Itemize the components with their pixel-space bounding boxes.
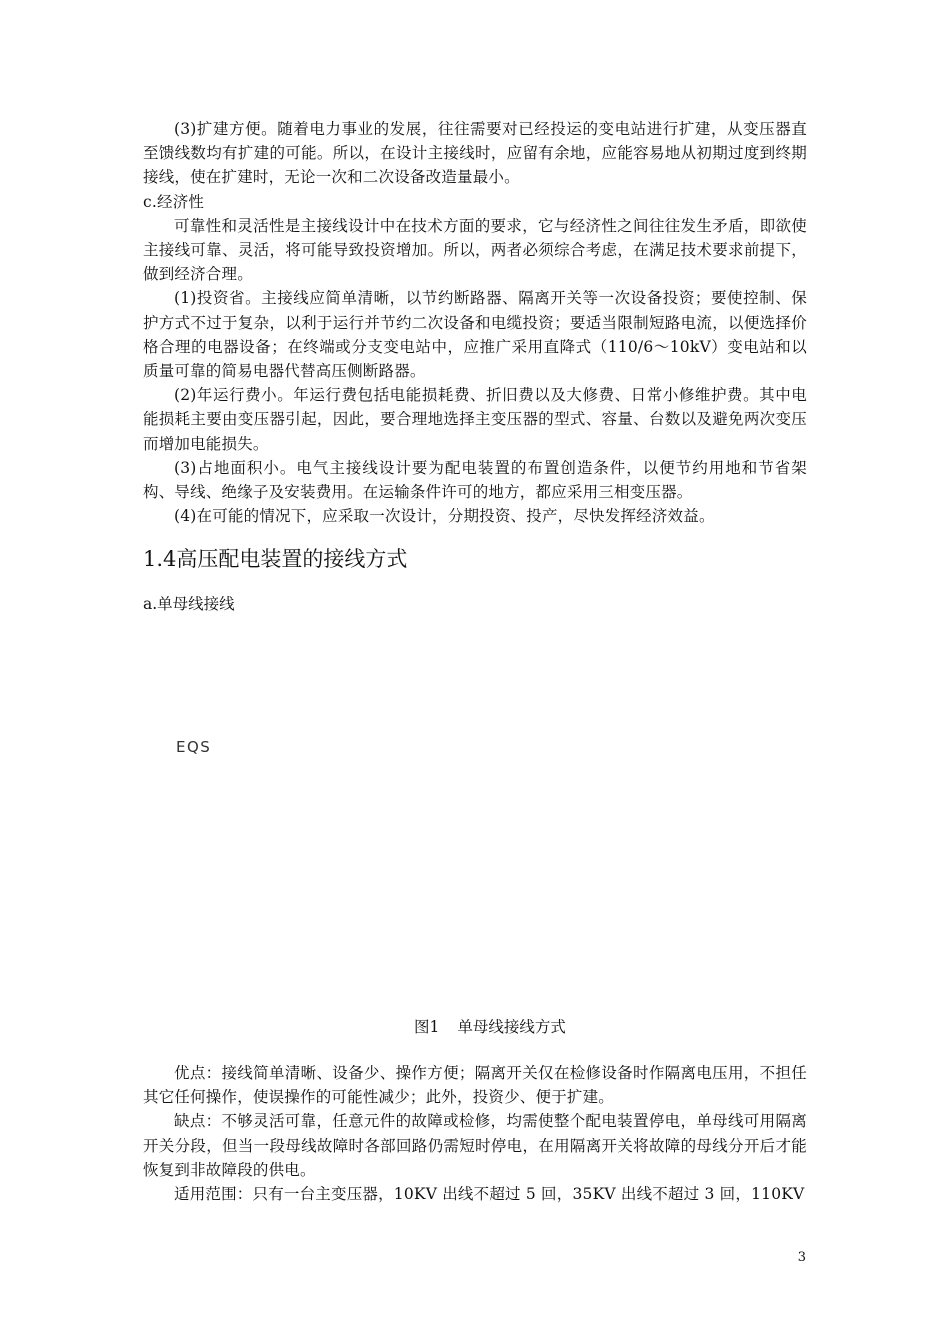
figure-placeholder xyxy=(143,620,807,1010)
figure-eqs-label: EQS xyxy=(176,738,212,756)
paragraph-advantages: 优点：接线简单清晰、设备少、操作方便；隔离开关仅在检修设备时作隔离电压用，不担任其它任何操作，使误操作的可能性减少；此外，投资少、便于扩建。 xyxy=(143,1064,807,1107)
figure-caption xyxy=(0,1015,950,1039)
paragraph-disadvantages: 缺点：不够灵活可靠，任意元件的故障或检修，均需使整个配电装置停电，单母线可用隔离开关分段，但当一段母线故障时各部回路仍需短时停电，在用隔离开关将故障的母线分开后才能恢复到非故障段的供电。 xyxy=(143,1112,807,1179)
paragraph-expansion: (3)扩建方便。随着电力事业的发展，往往需要对已经投运的变电站进行扩建，从变压器直至馈线数均有扩建的可能。所以，在设计主接线时，应留有余地，应能容易地从初期过度到终期接线，使在扩建时，无论一次和二次设备改造量最小。 xyxy=(143,120,807,187)
figure-caption-number: 图1 xyxy=(414,1018,440,1036)
page-number: 3 xyxy=(797,1250,806,1265)
figure-caption-title: 单母线接线方式 xyxy=(457,1018,566,1036)
paragraph-land-area: (3)占地面积小。电气主接线设计要为配电装置的布置创造条件，以便节约用地和节省架构、导线、绝缘子及安装费用。在运输条件许可的地方，都应采用三相变压器。 xyxy=(143,458,807,502)
paragraph-applicable-range: 适用范围：只有一台主变压器，10KV 出线不超过 5 回，35KV 出线不超过 3 回，110KV xyxy=(174,1185,805,1204)
paragraph-economy-intro: 可靠性和灵活性是主接线设计中在技术方面的要求，它与经济性之间往往发生矛盾，即欲使主接线可靠、灵活，将可能导致投资增加。所以，两者必须综合考虑，在满足技术要求前提下，做到经济合理。 xyxy=(143,216,807,284)
upper-text-block xyxy=(143,117,807,528)
section-heading: 1.4高压配电装置的接线方式 xyxy=(143,547,408,571)
subheading-economy: c.经济性 xyxy=(143,192,205,211)
paragraph-operating-cost: (2)年运行费小。年运行费包括电能损耗费、折旧费以及大修费、日常小修维护费。其中电能损耗主要由变压器引起，因此，要合理地选择主变压器的型式、容量、台数以及避免两次变压而增加电能损失。 xyxy=(143,386,807,453)
lower-text-block xyxy=(143,1061,807,1206)
paragraph-investment: (1)投资省。主接线应简单清晰，以节约断路器、隔离开关等一次设备投资；要使控制、保护方式不过于复杂，以利于运行并节约二次设备和电缆投资；要适当限制短路电流，以便选择价格合理的电器设备；在终端或分支变电站中，应推广采用直降式（110/6～10kV）变电站和以质量可靠的简易电器代替高压侧断路器。 xyxy=(143,289,807,381)
paragraph-phased-investment: (4)在可能的情况下，应采取一次设计，分期投资、投产，尽快发挥经济效益。 xyxy=(174,507,715,526)
subsection-heading: a.单母线接线 xyxy=(143,595,235,613)
